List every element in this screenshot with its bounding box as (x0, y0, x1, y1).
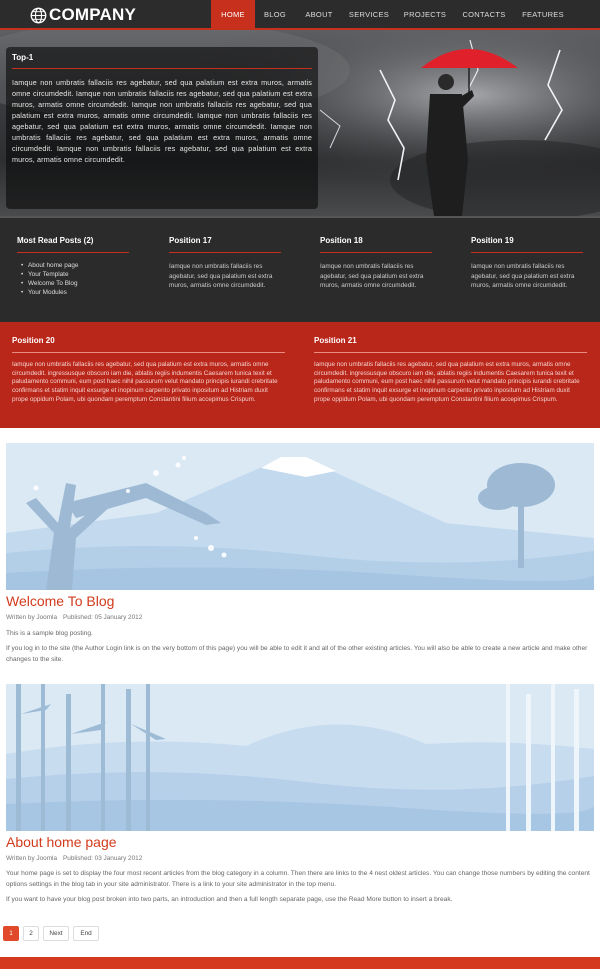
most-read-item[interactable]: • About home page (17, 261, 129, 270)
article-paragraph: If you log in to the site (the Author Login link is on the very bottom of this page) you will be able to edit it and all of the other existing articles. You will also be able to create a new article and make other changes to the site. (6, 645, 588, 663)
logo-text: COMPANY (49, 5, 137, 24)
position-20-text: Iamque non umbratis fallaciis res agebatur, sed qua palatium est extra muros, armatis omne circumdedit. ingressusque obscuro iam die, ablatis regiis indumentis Caesarem tunica texit et paludamento communi, eum post haec nihil passurum velut mandato principis iurandi crebritate confirmans et statim inquit exsurge et inopinum carpento privato inpositum ad Histriam duxit prope oppidum Polam, ubi quondam peremptum Constantini filium accepimus Crispum. (12, 361, 278, 403)
article-body (6, 628, 594, 665)
article-published-date: Published: 03 January 2012 (63, 855, 143, 862)
article-paragraph: If you want to have your blog post broken into two parts, an introduction and then a full length separate page, use the Read More button to insert a break. (6, 896, 453, 903)
page-1-button[interactable]: 1 (3, 926, 19, 941)
globe-icon (30, 7, 47, 24)
nav-home[interactable]: HOME (211, 0, 255, 30)
position-19-title: Position 19 (471, 236, 583, 253)
next-page-button[interactable]: Next (43, 926, 69, 941)
mountain-tree-illustration (6, 443, 594, 590)
top-1-text: Iamque non umbratis fallaciis res agebatur, sed qua palatium est extra muros, armatis omne circumdedit. Iamque non umbratis fallaciis res agebatur, sed qua palatium est extra muros, armatis omne circumdedit. Iamque non umbratis fallaciis res agebatur, sed qua palatium est extra muros, armatis omne circumdedit. Iamque non umbratis fallaciis res agebatur, sed qua palatium est extra muros, armatis omne circumdedit. Iamque non umbratis fallaciis res agebatur, sed qua palatium est extra muros, armatis omne circumdedit. Iamque non umbratis fallaciis res agebatur, sed qua palatium est extra muros, armatis omne circumdedit. (12, 78, 312, 164)
most-read-item[interactable]: • Welcome To Blog (17, 279, 129, 288)
position-18-title: Position 18 (320, 236, 432, 253)
article-meta (6, 614, 142, 621)
position-18-module (320, 236, 432, 291)
article-published-date: Published: 05 January 2012 (63, 614, 143, 621)
nav-blog[interactable]: BLOG (263, 10, 287, 19)
most-read-title: Most Read Posts (2) (17, 236, 129, 253)
article-image-mount-fuji (6, 443, 594, 590)
nav-features[interactable]: FEATURES (522, 10, 564, 19)
most-read-item[interactable]: • Your Template (17, 270, 129, 279)
article-body (6, 868, 594, 905)
position-17-module (169, 236, 281, 291)
position-20-title: Position 20 (12, 336, 285, 353)
article-author: Written by Joomla (6, 614, 58, 621)
position-17-title: Position 17 (169, 236, 281, 253)
hero-banner (0, 30, 600, 216)
nav-projects[interactable]: PROJECTS (403, 10, 447, 19)
footer-bar (0, 957, 600, 969)
most-read-item[interactable]: • Your Modules (17, 288, 129, 297)
page-2-button[interactable]: 2 (23, 926, 39, 941)
top-navigation-bar (0, 0, 600, 30)
position-17-text: Iamque non umbratis fallaciis res agebatur, sed qua palatium est extra muros, armatis omne circumdedit. (169, 263, 273, 289)
top-1-module (6, 47, 318, 209)
position-21-module (314, 336, 587, 405)
dark-positions-section (0, 218, 600, 322)
nav-services[interactable]: SERVICES (348, 10, 390, 19)
article-author: Written by Joomla (6, 855, 58, 862)
position-21-title: Position 21 (314, 336, 587, 353)
nav-contacts[interactable]: CONTACTS (462, 10, 506, 19)
nav-about[interactable]: ABOUT (305, 10, 333, 19)
position-18-text: Iamque non umbratis fallaciis res agebatur, sed qua palatium est extra muros, armatis omne circumdedit. (320, 263, 424, 289)
article-paragraph: This is a sample blog posting. (6, 630, 93, 637)
red-positions-section (0, 322, 600, 428)
pagination (3, 926, 99, 941)
article-image-bamboo (6, 684, 594, 831)
logo[interactable] (30, 5, 136, 25)
position-20-module (12, 336, 285, 405)
most-read-posts-module (17, 236, 129, 297)
article-meta (6, 855, 142, 862)
last-page-button[interactable]: End (73, 926, 99, 941)
position-21-text: Iamque non umbratis fallaciis res agebatur, sed qua palatium est extra muros, armatis omne circumdedit. ingressusque obscuro iam die, ablatis regiis indumentis Caesarem tunica texit et paludamento communi, eum post haec nihil passurum velut mandato principis iurandi crebritate confirmans et statim inquit exsurge et inopinum carpento privato inpositum ad Histriam duxit prope oppidum Polam, ubi quondam peremptum Constantini filium accepimus Crispum. (314, 361, 580, 403)
position-19-text: Iamque non umbratis fallaciis res agebatur, sed qua palatium est extra muros, armatis omne circumdedit. (471, 263, 575, 289)
bamboo-landscape-illustration (6, 684, 594, 831)
article-title[interactable]: Welcome To Blog (6, 593, 115, 609)
most-read-list (17, 261, 129, 297)
position-19-module (471, 236, 583, 291)
top-1-title: Top-1 (12, 53, 312, 69)
article-paragraph: Your home page is set to display the four most recent articles from the blog category in a column. Then there are links to the 4 nest oldest articles. You can change those numbers by editing the content options settings in the blog tab in your site administrator. There is a link to your site administrator in the top menu. (6, 870, 590, 888)
article-title[interactable]: About home page (6, 834, 117, 850)
